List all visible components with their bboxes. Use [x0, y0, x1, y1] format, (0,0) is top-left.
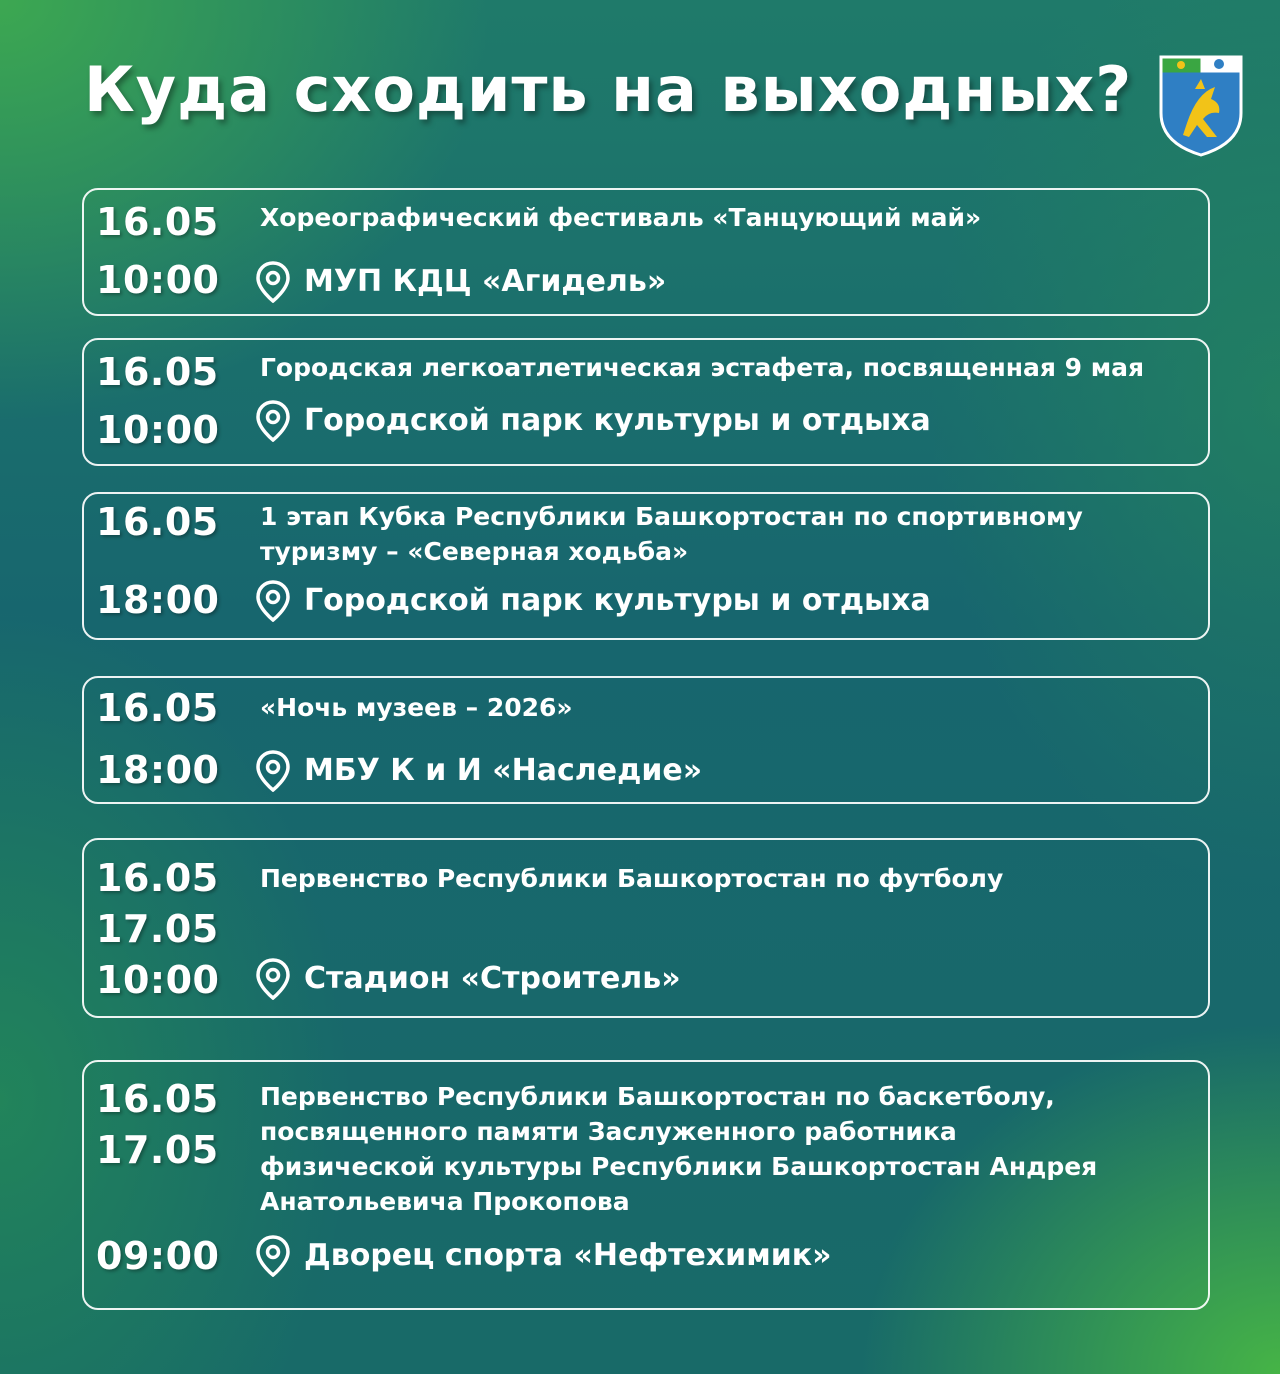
event-title: посвященного памяти Заслуженного работника	[260, 1117, 957, 1146]
location-pin-icon	[256, 750, 290, 792]
event-time: 10:00	[96, 258, 220, 302]
event-date: 17.05	[96, 907, 219, 951]
event-venue: Городской парк культуры и отдыха	[304, 403, 931, 438]
event-time: 10:00	[96, 958, 220, 1002]
event-title: 1 этап Кубка Республики Башкортостан по спортивному	[260, 502, 1083, 531]
event-date: 16.05	[96, 856, 219, 900]
location-pin-icon	[256, 958, 290, 1000]
event-time: 18:00	[96, 748, 220, 792]
event-date: 16.05	[96, 350, 219, 394]
event-venue: Городской парк культуры и отдыха	[304, 583, 931, 618]
event-title: туризму – «Северная ходьба»	[260, 537, 689, 566]
event-title: Первенство Республики Башкортостан по баскетболу,	[260, 1082, 1055, 1111]
event-title: Городская легкоатлетическая эстафета, посвященная 9 мая	[260, 353, 1145, 382]
event-time: 09:00	[96, 1234, 220, 1278]
location-pin-icon	[256, 1235, 290, 1277]
event-date: 16.05	[96, 500, 219, 544]
event-title: физической культуры Республики Башкортостан Андрея	[260, 1152, 1098, 1181]
event-time: 10:00	[96, 408, 220, 452]
location-pin-icon	[256, 580, 290, 622]
event-venue: Дворец спорта «Нефтехимик»	[304, 1238, 832, 1273]
event-title: Первенство Республики Башкортостан по футболу	[260, 864, 1004, 893]
event-venue: МБУ К и И «Наследие»	[304, 753, 703, 788]
event-date: 17.05	[96, 1128, 219, 1172]
event-title: Хореографический фестиваль «Танцующий май»	[260, 203, 982, 232]
event-title: «Ночь музеев – 2026»	[260, 693, 573, 722]
location-pin-icon	[256, 261, 290, 303]
event-date: 16.05	[96, 1077, 219, 1121]
location-pin-icon	[256, 400, 290, 442]
event-venue: МУП КДЦ «Агидель»	[304, 264, 667, 299]
event-venue: Стадион «Строитель»	[304, 961, 681, 996]
coat-of-arms-emblem	[1157, 53, 1245, 157]
page-title: Куда сходить на выходных?	[84, 53, 1133, 126]
event-title: Анатольевича Прокопова	[260, 1187, 630, 1216]
event-date: 16.05	[96, 200, 219, 244]
event-time: 18:00	[96, 578, 220, 622]
event-date: 16.05	[96, 686, 219, 730]
